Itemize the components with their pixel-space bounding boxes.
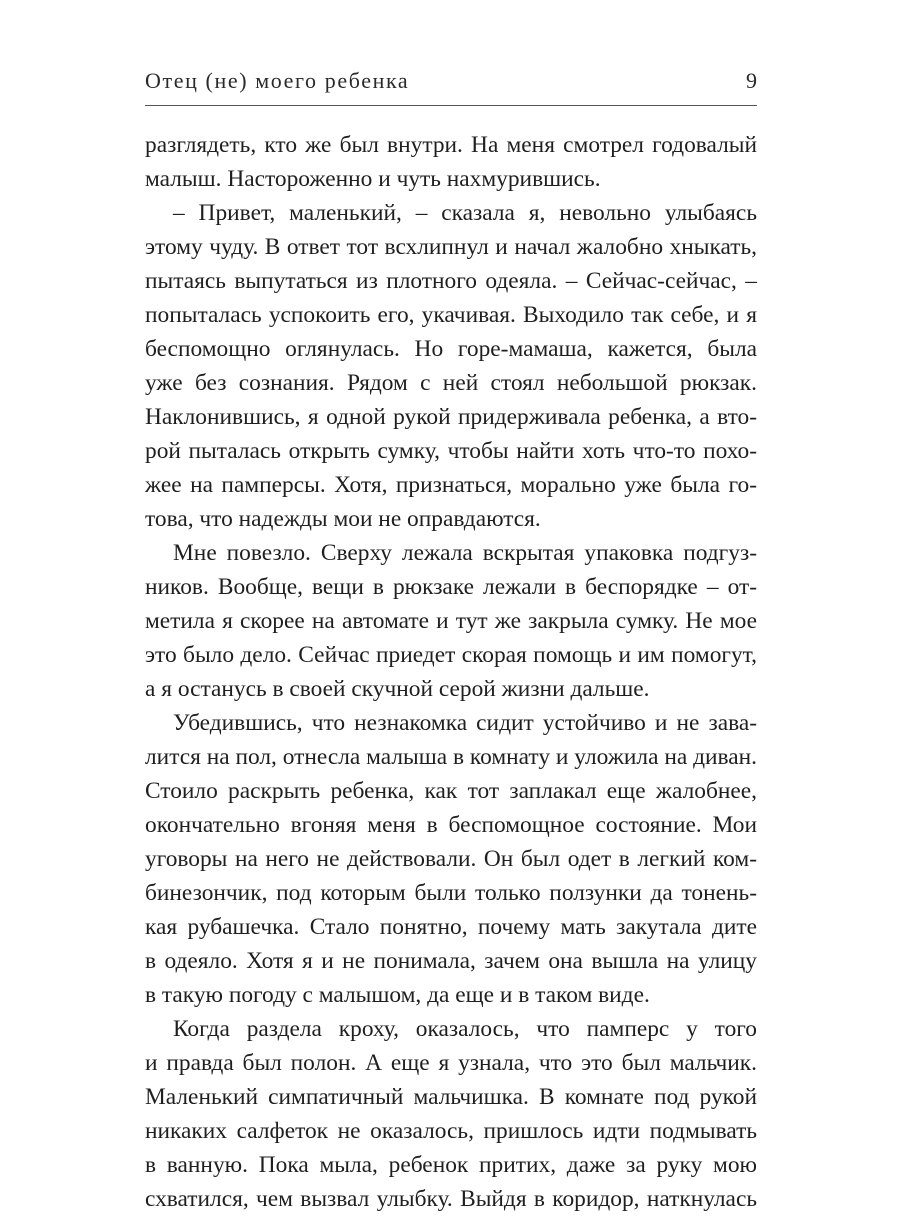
text-line: в одеяло. Хотя я и не понимала, зачем она вышла на улицу	[145, 948, 757, 974]
text-line: а я останусь в своей скучной серой жизни дальше.	[145, 676, 650, 702]
text-line: пытаясь выпутаться из плотного одеяла. – Сейчас-сейчас, –	[145, 268, 757, 294]
paragraph	[145, 1012, 757, 1216]
text-line: Когда раздела кроху, оказалось, что памперс у того	[173, 1016, 757, 1042]
text-line: Маленький симпатичный мальчишка. В комнате под рукой	[145, 1084, 757, 1110]
text-line: уже без сознания. Рядом с ней стоял небольшой рюкзак.	[145, 370, 757, 396]
text-line: малыш. Настороженно и чуть нахмурившись.	[145, 166, 601, 192]
text-line: уговоры на него не действовали. Он был одет в легкий ком-	[145, 846, 757, 872]
paragraph	[145, 128, 757, 196]
text-line: этому чуду. В ответ тот всхлипнул и начал жалобно хныкать,	[145, 234, 757, 260]
text-line: попыталась успокоить его, укачивая. Выходило так себе, и я	[145, 302, 757, 328]
text-line: Убедившись, что незнакомка сидит устойчиво и не зава-	[173, 710, 757, 736]
text-line: – Привет, маленький, – сказала я, невольно улыбаясь	[173, 200, 757, 226]
text-line: ников. Вообще, вещи в рюкзаке лежали в беспорядке – от-	[145, 574, 757, 600]
paragraph	[145, 706, 757, 1012]
text-line: окончательно вгоняя меня в беспомощное состояние. Мои	[145, 812, 757, 838]
text-line: рой пыталась открыть сумку, чтобы найти хоть что-то похо-	[145, 438, 757, 464]
text-line: метила я скорее на автомате и тут же закрыла сумку. Не мое	[145, 608, 757, 634]
text-line: это было дело. Сейчас приедет скорая помощь и им помогут,	[145, 642, 757, 668]
text-line: разглядеть, кто же был внутри. На меня смотрел годовалый	[145, 132, 757, 158]
text-line: това, что надежды мои не оправдаются.	[145, 506, 541, 532]
text-line: лится на пол, отнесла малыша в комнату и уложила на диван.	[145, 744, 757, 770]
text-line: никаких салфеток не оказалось, пришлось идти подмывать	[145, 1118, 757, 1144]
text-line: жее на памперсы. Хотя, признаться, морально уже была го-	[145, 472, 757, 498]
text-line: Стоило раскрыть ребенка, как тот заплакал еще жалобнее,	[145, 778, 757, 804]
paragraph	[145, 196, 757, 536]
text-line: Наклонившись, я одной рукой придерживала ребенка, а вто-	[145, 404, 757, 430]
text-line: схватился, чем вызвал улыбку. Выйдя в коридор, наткнулась	[145, 1186, 757, 1212]
text-line: Мне повезло. Сверху лежала вскрытая упаковка подгуз-	[173, 540, 757, 566]
text-line: в ванную. Пока мыла, ребенок притих, даже за руку мою	[145, 1152, 757, 1178]
text-line: и правда был полон. А еще я узнала, что это был мальчик.	[145, 1050, 757, 1076]
page-number: 9	[746, 68, 757, 93]
text-line: бинезончик, под которым были только ползунки да тонень-	[145, 880, 757, 906]
book-title: Отец (не) моего ребенка	[145, 68, 410, 93]
text-line: в такую погоду с малышом, да еще и в таком виде.	[145, 982, 650, 1008]
text-line: беспомощно оглянулась. Но горе-мамаша, кажется, была	[145, 336, 757, 362]
running-header	[145, 66, 757, 106]
paragraph	[145, 536, 757, 706]
text-body	[145, 128, 757, 1216]
text-line: кая рубашечка. Стало понятно, почему мать закутала дите	[145, 914, 757, 940]
